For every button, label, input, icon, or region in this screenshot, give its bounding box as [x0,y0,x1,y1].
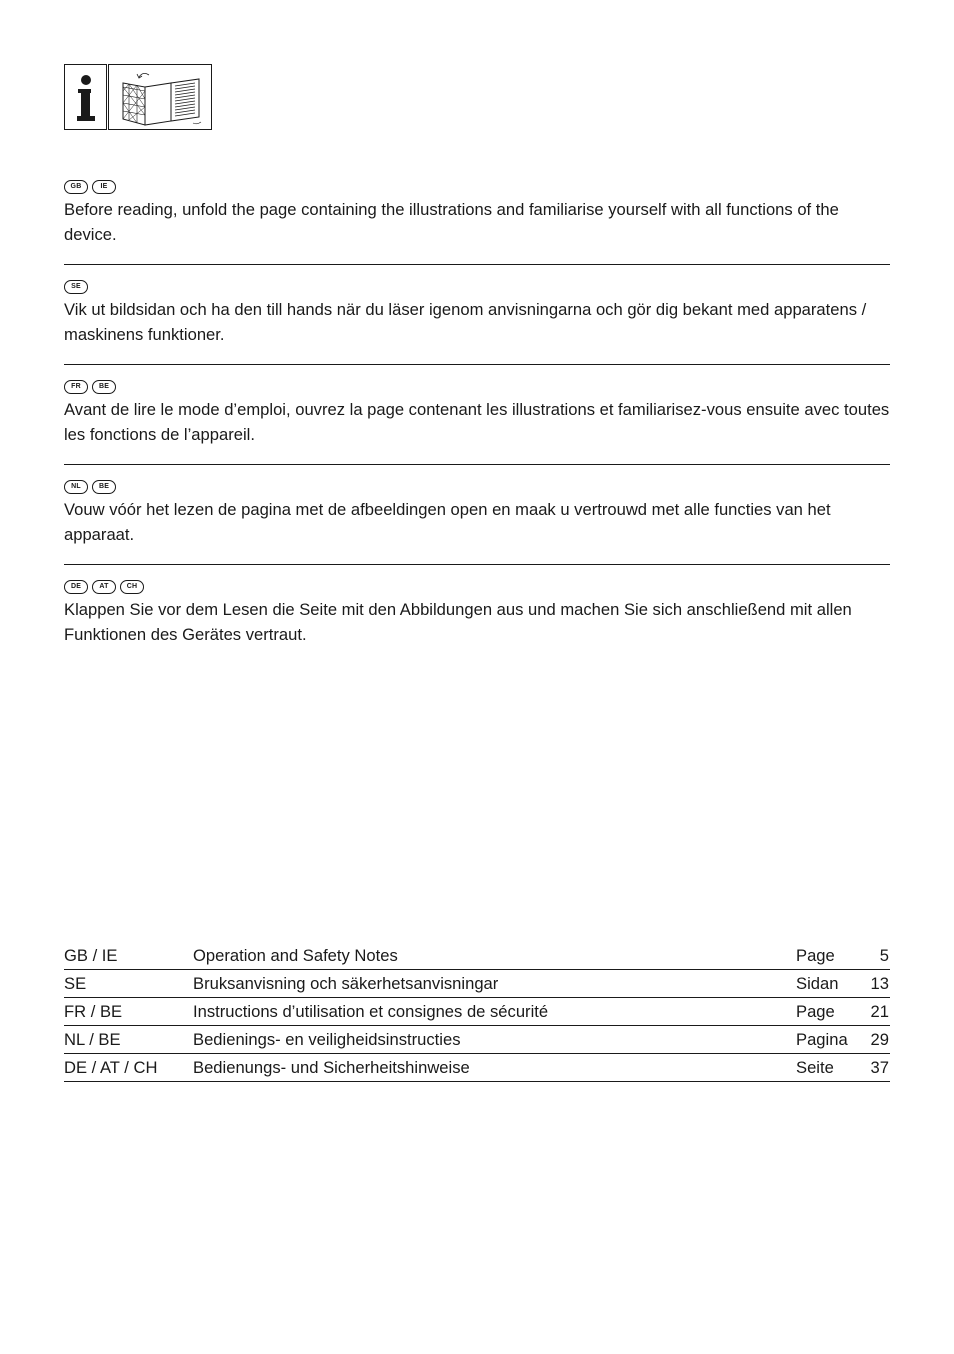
country-badge: BE [92,480,116,494]
instruction-text: Before reading, unfold the page containing the illustrations and familiarise yourself with all functions of the device. [64,200,839,244]
toc-title: Bedienings- en veiligheidsinstructies [193,1030,461,1049]
toc-page-label: Seite [796,1058,834,1077]
table-of-contents [64,942,890,1082]
toc-language: DE / AT / CH [64,1058,158,1077]
info-icon [64,64,107,130]
instruction-text: Vik ut bildsidan och ha den till hands när du läser igenom anvisningarna och gör dig bekant med apparatens / maskinens funktioner. [64,300,867,344]
country-badge: FR [64,380,88,394]
toc-language: SE [64,974,87,993]
toc-page-number: 21 [870,1002,889,1021]
toc-page-number: 29 [870,1030,889,1049]
country-badges [64,280,890,295]
country-badge: IE [92,180,116,194]
toc-page-number: 13 [870,974,889,993]
instruction-section-de-at-ch [64,580,890,664]
toc-page-label: Page [796,946,835,965]
instruction-section-gb-ie [64,180,890,265]
instruction-section-nl-be [64,480,890,565]
country-badge: SE [64,280,88,294]
country-badge: CH [120,580,144,594]
toc-row[interactable] [64,998,890,1026]
toc-row[interactable] [64,942,890,970]
toc-title: Bruksanvisning och säkerhetsanvisningar [193,974,499,993]
toc-row[interactable] [64,1026,890,1054]
country-badge: GB [64,180,88,194]
instruction-text: Vouw vóór het lezen de pagina met de afbeeldingen open en maak u vertrouwd met alle functies van het apparaat. [64,500,831,544]
country-badges [64,580,890,595]
country-badges [64,380,890,395]
instruction-section-se [64,280,890,365]
country-badges [64,480,890,495]
country-badge: DE [64,580,88,594]
country-badges [64,180,890,195]
instruction-section-fr-be [64,380,890,465]
country-badge: AT [92,580,116,594]
toc-language: GB / IE [64,946,118,965]
toc-language: FR / BE [64,1002,123,1021]
instruction-text: Klappen Sie vor dem Lesen die Seite mit den Abbildungen aus und machen Sie sich anschließend mit allen Funktionen des Gerätes vertraut. [64,600,852,644]
toc-title: Bedienungs- und Sicherheitshinweise [193,1058,470,1077]
toc-title: Operation and Safety Notes [193,946,398,965]
toc-row[interactable] [64,1054,890,1082]
country-badge: BE [92,380,116,394]
instruction-text: Avant de lire le mode d’emploi, ouvrez la page contenant les illustrations et familiarisez-vous ensuite avec toutes les fonctions de l’appareil. [64,400,890,444]
toc-page-label: Pagina [796,1030,848,1049]
toc-page-number: 37 [870,1058,889,1077]
toc-page-label: Sidan [796,974,839,993]
fold-out-page-icon [108,64,212,130]
toc-page-number: 5 [879,946,889,965]
toc-title: Instructions d’utilisation et consignes de sécurité [193,1002,549,1021]
toc-page-label: Page [796,1002,835,1021]
toc-row[interactable] [64,970,890,998]
country-badge: NL [64,480,88,494]
toc-language: NL / BE [64,1030,121,1049]
